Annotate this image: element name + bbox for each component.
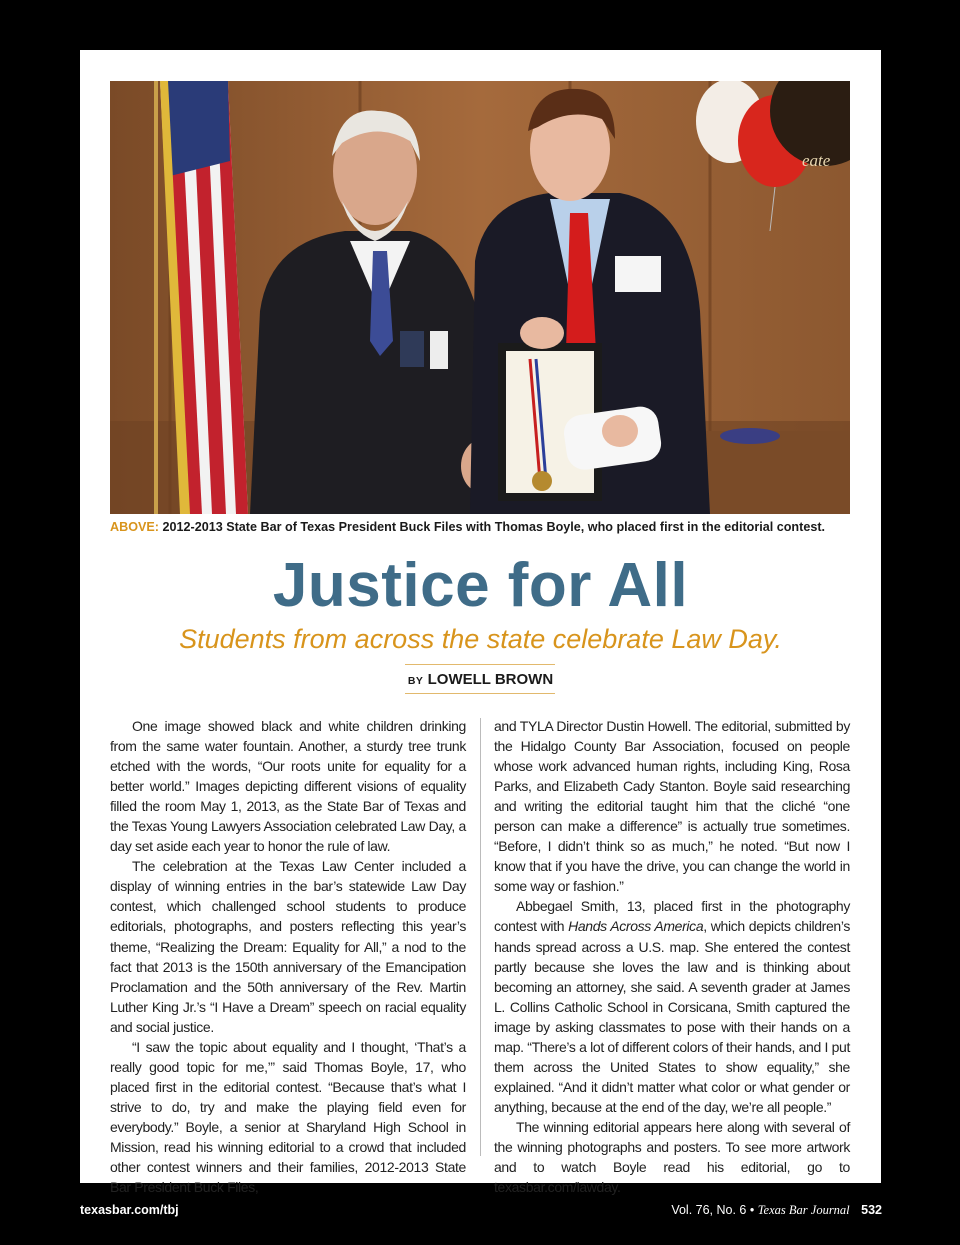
article-subtitle: Students from across the state celebrate Law Day. xyxy=(179,624,782,654)
article-column-2 xyxy=(494,716,850,1197)
paragraph: The celebration at the Texas Law Center included a display of winning entries in the bar’s statewide Law Day contest, which challenged school students to produce editorials, photographs, and posters reflecting this year’s theme, “Realizing the Dream: Equality for All,” a nod to the fact that 2013 is the 150th anniversary of the Emancipation Proclamation and the 50th anniversary of the Rev. Martin Luther King Jr.’s “I Have a Dream” speech on racial equality and social justice. xyxy=(110,858,466,1035)
footer-bullet: • xyxy=(749,1203,755,1217)
paragraph-text: Abbegael Smith, 13, placed first in the photography contest with xyxy=(494,898,850,935)
paragraph: The winning editorial appears here along with several of the winning photographs and posters. To see more artwork and to watch Boyle read his editorial, go to texasbar.com/lawday. xyxy=(494,1118,850,1196)
article-column-1 xyxy=(110,716,466,1197)
byline-author: LOWELL BROWN xyxy=(427,671,554,688)
article-title: Justice for All xyxy=(272,551,689,620)
caption-lead: ABOVE: xyxy=(110,520,159,534)
byline-rule-bottom xyxy=(405,693,555,694)
magazine-page xyxy=(80,50,881,1196)
byline xyxy=(80,670,881,691)
footer-journal: Texas Bar Journal xyxy=(757,1203,850,1217)
footer-volume: Vol. 76, No. 6 xyxy=(671,1203,747,1217)
award-photo xyxy=(110,81,850,514)
photo-caption xyxy=(110,520,870,534)
paragraph-text: , which depicts children’s hands spread across a U.S. map. She entered the contest partly because she loves the law and is thinking about becoming an attorney, she said. A seventh grader at James L. Collins Catholic School in Corsicana, Smith captured the image by asking classmates to pose with their hands on a map. “There’s a lot of different colors of their hands, and I put them across the United States to show equality,” she explained. “And it didn’t matter what color or what gender or anything, because at the end of the day, we’re all people.” xyxy=(494,918,850,1115)
paragraph: “I saw the topic about equality and I thought, ‘That’s a really good topic for me,’” said Thomas Boyle, 17, who placed first in the editorial contest. “Because that’s what I strive to do, try and make the playing field even for everybody.” Boyle, a senior at Sharyland High School in Mission, read his winning editorial to a crowd that included other contest winners and their families, 2012-2013 State Bar President Buck Files, xyxy=(110,1038,466,1196)
page-number: 532 xyxy=(861,1203,882,1217)
byline-by: BY xyxy=(407,675,424,687)
footer-issue xyxy=(671,1203,882,1218)
column-divider xyxy=(480,718,481,1156)
caption-text: 2012-2013 State Bar of Texas President Buck Files with Thomas Boyle, who placed first in the editorial contest. xyxy=(162,520,826,534)
paragraph: One image showed black and white children drinking from the same water fountain. Another, a sturdy tree trunk etched with the words, “Our roots unite for equality for a better world.” Images depicting different visions of equality filled the room May 1, 2013, as the State Bar of Texas and the Texas Young Lawyers Association celebrated Law Day, a day set aside each year to honor the rule of law. xyxy=(110,718,466,855)
paragraph xyxy=(494,896,850,1117)
paragraph: and TYLA Director Dustin Howell. The editorial, submitted by the Hidalgo County Bar Association, focused on people whose work advanced human rights, including King, Rosa Parks, and Elizabeth Cady Stanton. Boyle said researching and writing the editorial taught him that the cliché “one person can make a difference” is actually true sometimes. “Before, I didn’t think so as much,” he noted. “But now I know that if you have the drive, you can change the world in some way or fashion.” xyxy=(494,718,850,895)
byline-rule-top xyxy=(405,664,555,665)
seal-text: eate xyxy=(802,151,831,170)
footer-url[interactable]: texasbar.com/tbj xyxy=(80,1203,179,1217)
photo-title: Hands Across America xyxy=(568,918,704,935)
